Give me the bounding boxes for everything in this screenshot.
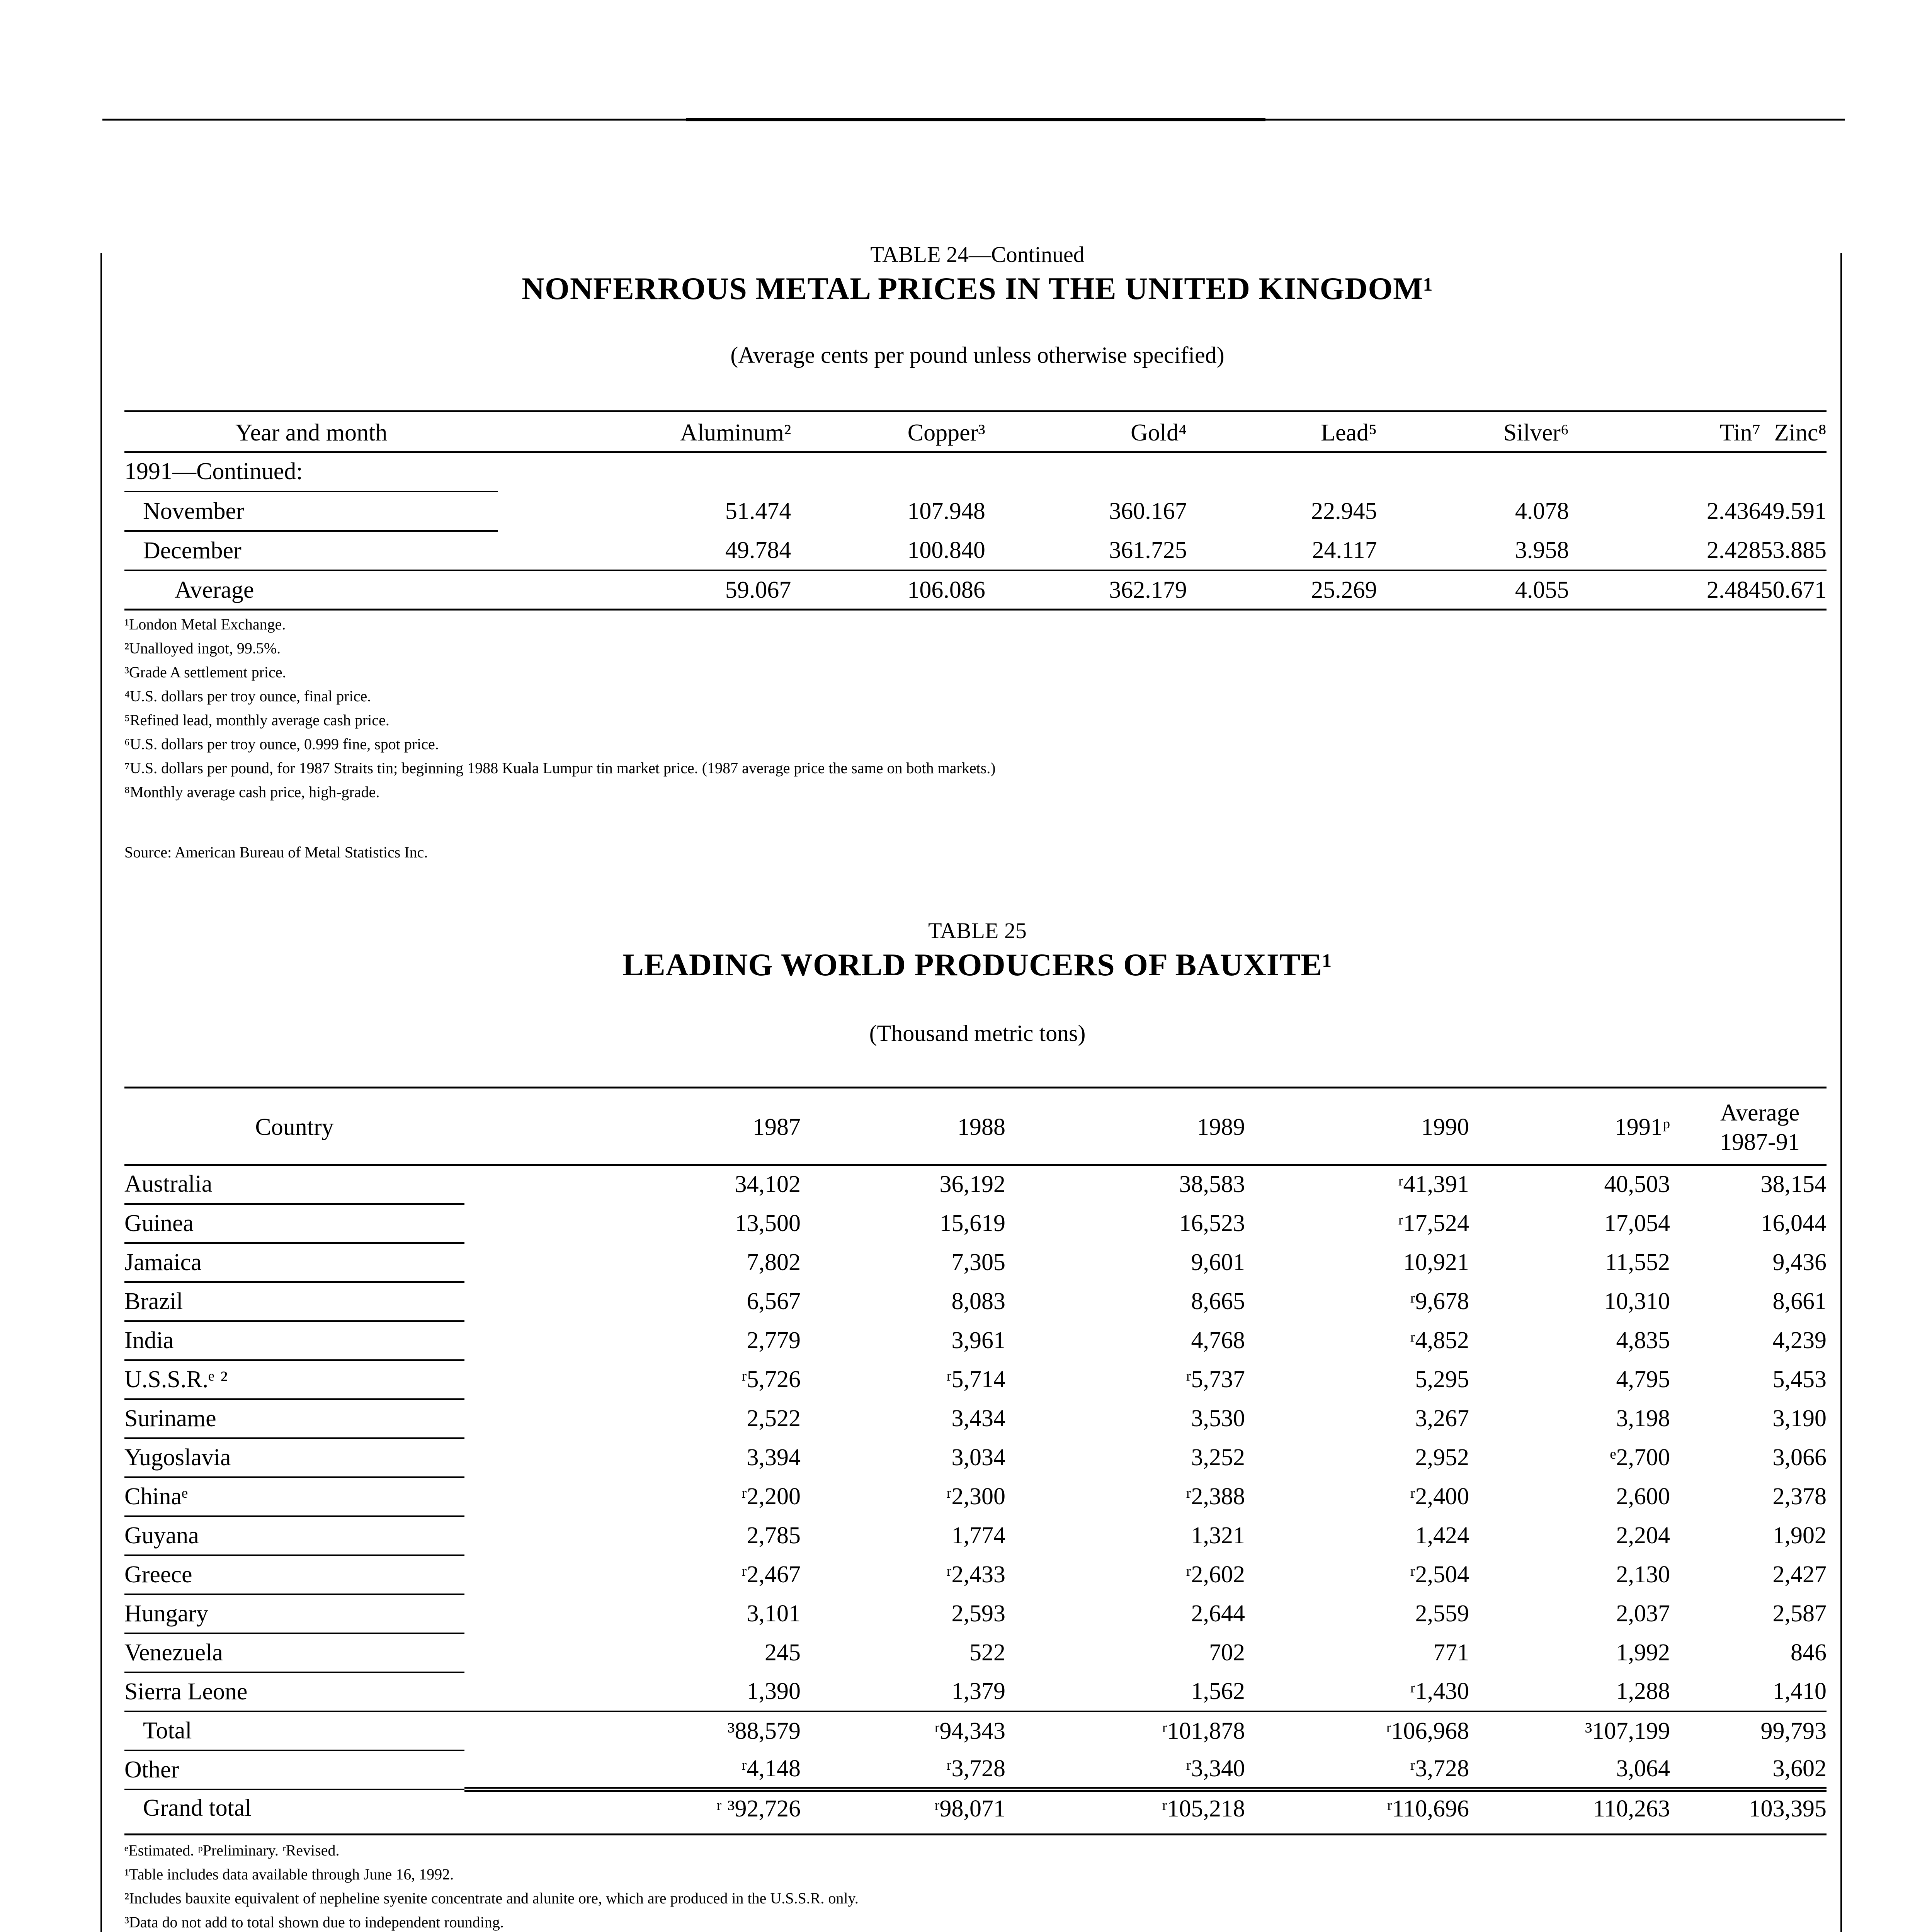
header-1989: 1989	[1197, 1114, 1245, 1140]
table24-subtitle: (Average cents per pound unless otherwise specified)	[730, 342, 1225, 368]
table-row: Sierra Leone 1,390 1,379 1,562 ʳ1,430 1,288 1,410	[124, 1672, 1827, 1711]
left-margin-rule	[100, 253, 102, 1932]
table-row: Guinea 13,500 15,619 16,523 ʳ17,524 17,054 16,044	[124, 1204, 1827, 1243]
table-row: Jamaica 7,802 7,305 9,601 10,921 11,552 9,436	[124, 1243, 1827, 1282]
table24-footnotes	[124, 612, 996, 804]
table25-caption: TABLE 25	[928, 918, 1027, 943]
table-row: Australia 34,102 36,192 38,583 ʳ41,391 40,503 38,154	[124, 1165, 1827, 1204]
header-copper: Copper³	[907, 419, 985, 446]
table24-caption: TABLE 24—Continued	[870, 242, 1085, 267]
table-row: December 49.784 100.840 361.725 24.117 3.958 2.428 53.885	[124, 531, 1827, 570]
footnote: ³Grade A settlement price.	[124, 663, 286, 681]
header-country: Country	[255, 1114, 334, 1140]
table-row: U.S.S.R.ᵉ ² ʳ5,726 ʳ5,714 ʳ5,737 5,295 4,795 5,453	[124, 1360, 1827, 1399]
header-year-month: Year and month	[235, 419, 388, 446]
table-row: Chinaᵉ ʳ2,200 ʳ2,300 ʳ2,388 ʳ2,400 2,600 2,378	[124, 1477, 1827, 1516]
footnote: ⁷U.S. dollars per pound, for 1987 Straits tin; beginning 1988 Kuala Lumpur tin market price. (1987 average price the same on both markets.)	[124, 759, 996, 777]
top-rule-heavy	[686, 118, 1265, 121]
table25-title: LEADING WORLD PRODUCERS OF BAUXITE¹	[622, 947, 1332, 982]
table-row: Other ʳ4,148 ʳ3,728 ʳ3,340 ʳ3,728 3,064 3,602	[124, 1750, 1827, 1789]
footnote: ᵉEstimated. ᵖPreliminary. ʳRevised.	[124, 1842, 340, 1859]
footnote: ⁴U.S. dollars per troy ounce, final price.	[124, 687, 371, 705]
table-row: Suriname 2,522 3,434 3,530 3,267 3,198 3,190	[124, 1399, 1827, 1438]
footnote: ⁵Refined lead, monthly average cash price.	[124, 711, 389, 729]
table-row: Guyana 2,785 1,774 1,321 1,424 2,204 1,902	[124, 1516, 1827, 1555]
table25-subtitle: (Thousand metric tons)	[869, 1020, 1086, 1046]
header-1988: 1988	[957, 1114, 1005, 1140]
table-row: Total ³88,579 ʳ94,343 ʳ101,878 ʳ106,968 ³107,199 99,793	[124, 1711, 1827, 1750]
header-1991p: 1991ᵖ	[1614, 1114, 1670, 1140]
header-lead: Lead⁵	[1321, 419, 1377, 446]
table-row: Venezuela 245 522 702 771 1,992 846	[124, 1633, 1827, 1672]
table-row: India 2,779 3,961 4,768 ʳ4,852 4,835 4,239	[124, 1321, 1827, 1360]
table25-body	[124, 1165, 1827, 1826]
header-tin: Tin⁷	[1719, 419, 1761, 446]
table-row: Brazil 6,567 8,083 8,665 ʳ9,678 10,310 8,661	[124, 1282, 1827, 1321]
header-1990: 1990	[1421, 1114, 1469, 1140]
footnote: ¹Table includes data available through June 16, 1992.	[124, 1866, 454, 1883]
footnote: ³Data do not add to total shown due to independent rounding.	[124, 1913, 504, 1931]
right-margin-rule	[1840, 253, 1842, 1932]
table-row: Grand total ʳ ³92,726 ʳ98,071 ʳ105,218 ʳ110,696 110,263 103,395	[143, 1795, 1827, 1822]
footnote: ²Unalloyed ingot, 99.5%.	[124, 639, 281, 657]
header-aluminum: Aluminum²	[680, 419, 791, 446]
table-row: Hungary 3,101 2,593 2,644 2,559 2,037 2,587	[124, 1594, 1827, 1633]
table-row: Yugoslavia 3,394 3,034 3,252 2,952 ᵉ2,700 3,066	[124, 1438, 1827, 1477]
table24	[124, 413, 1827, 609]
table25	[124, 1090, 1827, 1826]
footnote: ⁶U.S. dollars per troy ounce, 0.999 fine, spot price.	[124, 735, 439, 753]
group-label: 1991—Continued:	[124, 452, 498, 492]
table24-source: Source: American Bureau of Metal Statistics Inc.	[124, 844, 428, 861]
table25-footnotes	[124, 1838, 859, 1932]
table-row: Average 59.067 106.086 362.179 25.269 4.055 2.484 50.671	[175, 577, 1827, 603]
table24-title: NONFERROUS METAL PRICES IN THE UNITED KINGDOM¹	[521, 271, 1434, 306]
footnote: ¹London Metal Exchange.	[124, 616, 286, 633]
header-gold: Gold⁴	[1131, 419, 1187, 446]
header-average: Average 1987-91	[1720, 1099, 1800, 1155]
table-row: Greece ʳ2,467 ʳ2,433 ʳ2,602 ʳ2,504 2,130 2,427	[124, 1555, 1827, 1594]
table-row: November 51.474 107.948 360.167 22.945 4.078 2.436 49.591	[124, 492, 1827, 531]
header-1987: 1987	[753, 1114, 801, 1140]
footnote: ⁸Monthly average cash price, high-grade.	[124, 783, 380, 801]
header-silver: Silver⁶	[1503, 419, 1569, 446]
footnote: ²Includes bauxite equivalent of nepheline syenite concentrate and alunite ore, which are produced in the U.S.S.R. only.	[124, 1889, 859, 1907]
header-zinc: Zinc⁸	[1774, 419, 1827, 446]
